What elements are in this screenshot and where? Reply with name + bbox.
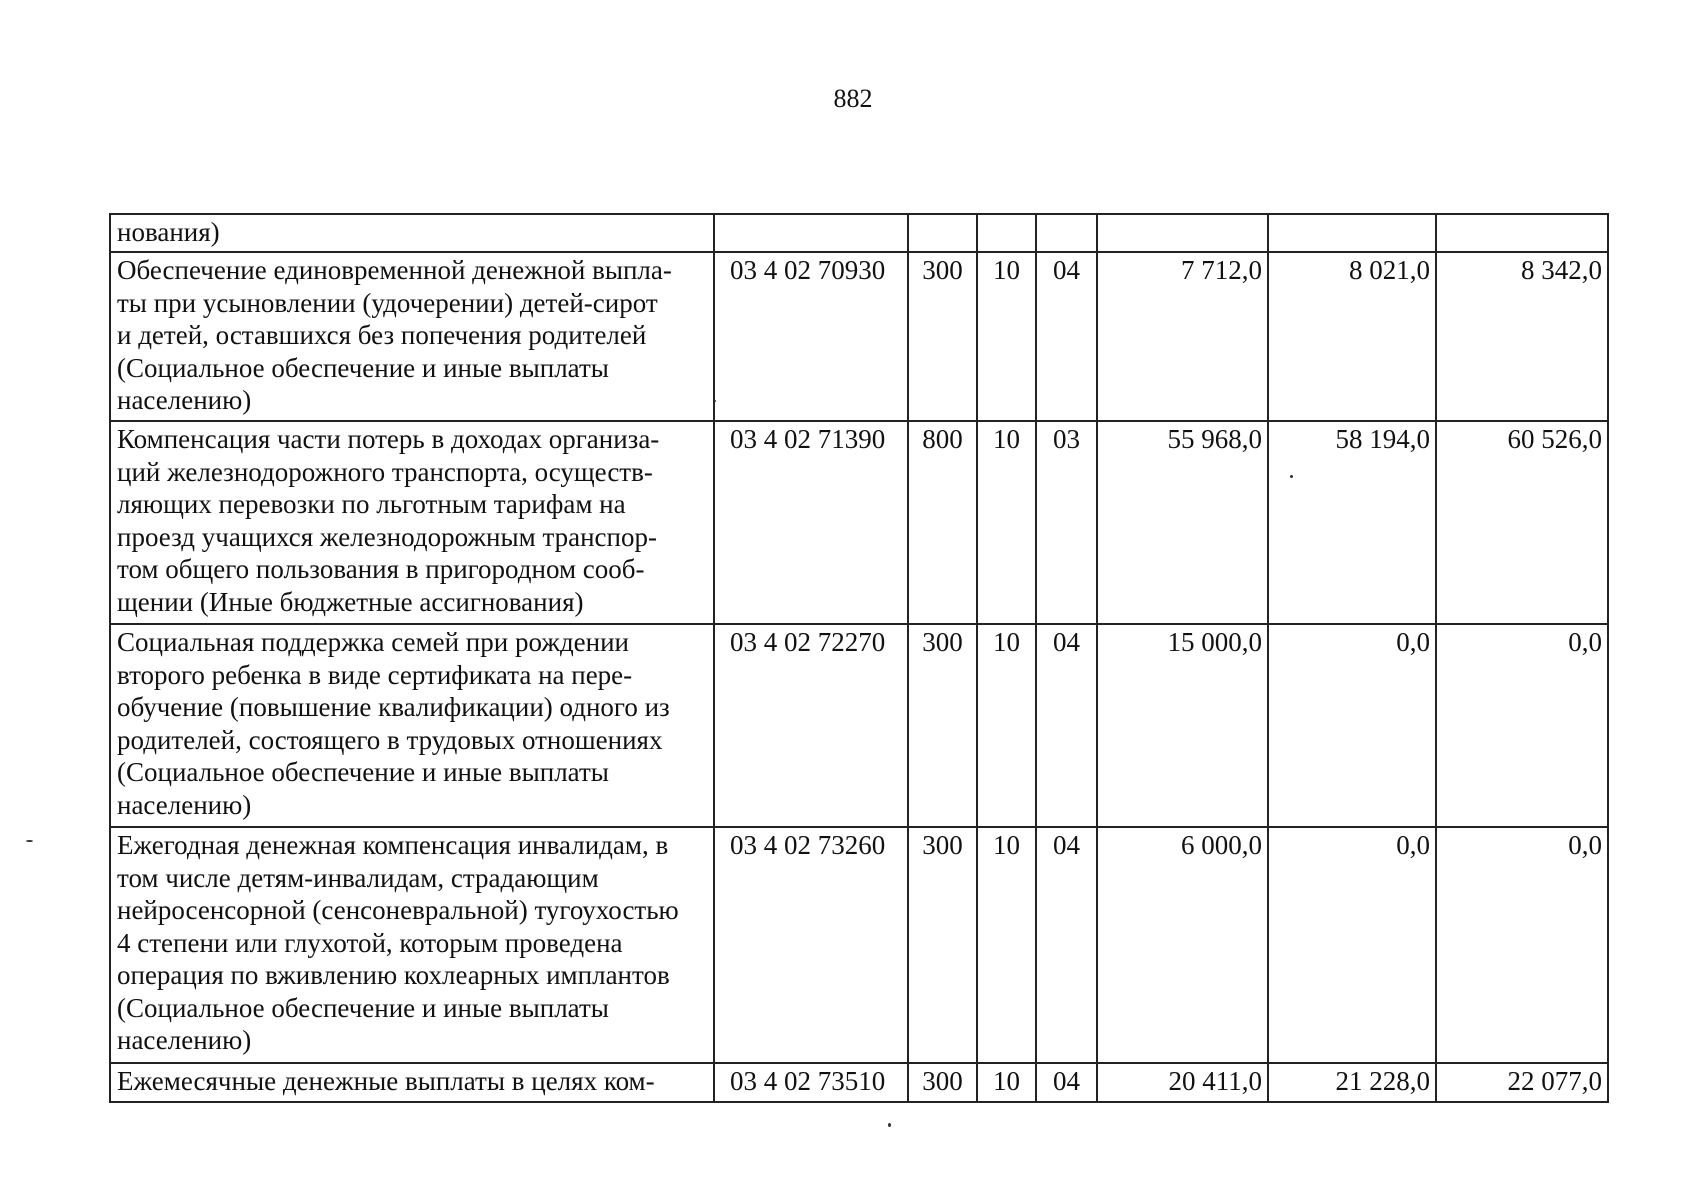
amount-year1-cell: 20 411,0 — [1097, 1063, 1268, 1102]
page-number: 882 — [833, 84, 873, 113]
row-name-cell: Ежемесячные денежные выплаты в целях ком- — [110, 1063, 714, 1102]
scan-speck — [1290, 475, 1293, 478]
section-cell: 10 — [977, 827, 1036, 1063]
amount-year3-cell: 8 342,0 — [1436, 252, 1608, 421]
row-name-cell: Социальная поддержка семей при рождении второго ребенка в виде сертификата на пере- обучение (повышение квалификации) одного из родителей, состоящего в трудовых отношениях (Социальное обеспечение и иные выплаты населению) — [110, 624, 714, 827]
subsection-cell — [1036, 214, 1097, 252]
target-article-code-cell — [714, 214, 908, 252]
amount-year2-cell: 8 021,0 — [1268, 252, 1436, 421]
scan-speck — [888, 1123, 891, 1127]
amount-year2-cell: 21 228,0 — [1268, 1063, 1436, 1102]
row-name-cell: Ежегодная денежная компенсация инвалидам, в том числе детям-инвалидам, страдающим нейросенсорной (сенсоневральной) тугоухостью 4 степени или глухотой, которым проведена операция по вживлению кохлеарных имплантов (Социальное обеспечение и иные выплаты населению) — [110, 827, 714, 1063]
amount-year2-cell: 58 194,0 — [1268, 421, 1436, 624]
table-row — [110, 421, 1608, 624]
target-article-code-cell: 03 4 02 70930 — [714, 252, 908, 421]
subsection-cell: 04 — [1036, 624, 1097, 827]
amount-year1-cell — [1097, 214, 1268, 252]
expense-type-cell: 300 — [908, 827, 977, 1063]
amount-year3-cell: 60 526,0 — [1436, 421, 1608, 624]
subsection-cell: 04 — [1036, 252, 1097, 421]
subsection-cell: 04 — [1036, 827, 1097, 1063]
amount-year3-cell: 22 077,0 — [1436, 1063, 1608, 1102]
row-name-cell: Компенсация части потерь в доходах организа- ций железнодорожного транспорта, осуществ- ляющих перевозки по льготным тарифам на проезд учащихся железнодорожным транспор- том общего пользования в пригородном сооб- щении (Иные бюджетные ассигнования) — [110, 421, 714, 624]
table-row — [110, 252, 1608, 421]
scan-speck — [714, 400, 716, 402]
budget-table — [109, 213, 1609, 1103]
amount-year1-cell: 6 000,0 — [1097, 827, 1268, 1063]
expense-type-cell: 300 — [908, 624, 977, 827]
target-article-code-cell: 03 4 02 73260 — [714, 827, 908, 1063]
amount-year2-cell: 0,0 — [1268, 624, 1436, 827]
section-cell: 10 — [977, 252, 1036, 421]
expense-type-cell: 300 — [908, 1063, 977, 1102]
section-cell: 10 — [977, 624, 1036, 827]
amount-year3-cell: 0,0 — [1436, 624, 1608, 827]
section-cell: 10 — [977, 1063, 1036, 1102]
expense-type-cell: 300 — [908, 252, 977, 421]
amount-year2-cell — [1268, 214, 1436, 252]
amount-year3-cell: 0,0 — [1436, 827, 1608, 1063]
amount-year2-cell: 0,0 — [1268, 827, 1436, 1063]
section-cell: 10 — [977, 421, 1036, 624]
amount-year1-cell: 15 000,0 — [1097, 624, 1268, 827]
amount-year3-cell — [1436, 214, 1608, 252]
target-article-code-cell: 03 4 02 71390 — [714, 421, 908, 624]
target-article-code-cell: 03 4 02 72270 — [714, 624, 908, 827]
scan-speck — [26, 840, 33, 842]
subsection-cell: 04 — [1036, 1063, 1097, 1102]
expense-type-cell — [908, 214, 977, 252]
row-name-cell: Обеспечение единовременной денежной выпла- ты при усыновлении (удочерении) детей-сирот и детей, оставшихся без попечения родителей (Социальное обеспечение и иные выплаты населению) — [110, 252, 714, 421]
target-article-code-cell: 03 4 02 73510 — [714, 1063, 908, 1102]
row-name-cell: нования) — [110, 214, 714, 252]
table-row — [110, 624, 1608, 827]
section-cell — [977, 214, 1036, 252]
subsection-cell: 03 — [1036, 421, 1097, 624]
table-row — [110, 1063, 1608, 1102]
table-body — [110, 214, 1608, 1102]
amount-year1-cell: 7 712,0 — [1097, 252, 1268, 421]
expense-type-cell: 800 — [908, 421, 977, 624]
amount-year1-cell: 55 968,0 — [1097, 421, 1268, 624]
table-row — [110, 214, 1608, 252]
table-row — [110, 827, 1608, 1063]
